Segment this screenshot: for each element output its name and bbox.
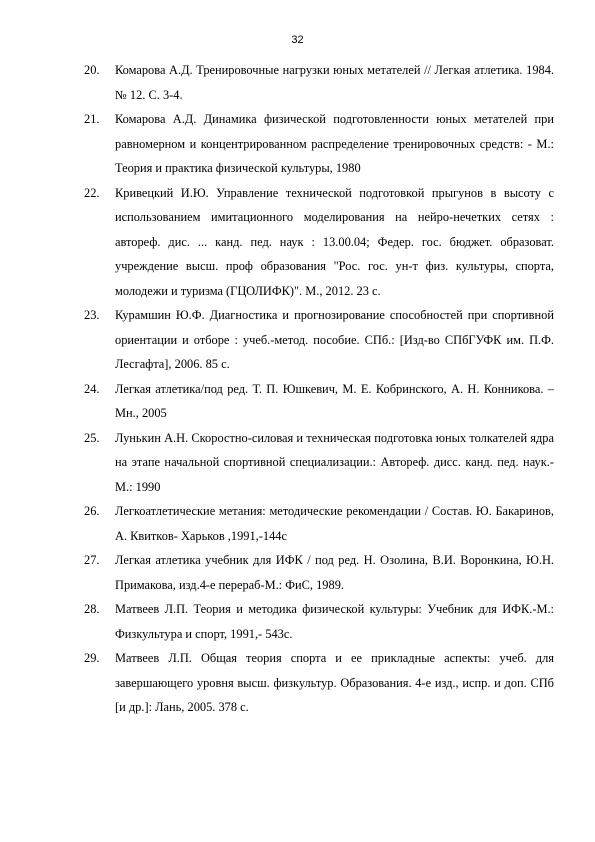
reference-item — [84, 426, 554, 500]
reference-item — [84, 58, 554, 107]
reference-text: Кривецкий И.Ю. Управление технической подготовкой прыгунов в высоту с использованием имитационного моделирования на нейро-нечетких сетях : автореф. дис. ... канд. пед. наук : 13.00.04; Федер. гос. бюджет. образоват. учреждение высш. проф образования "Рос. гос. ун-т физ. культуры, спорта, молодежи и туризма (ГЦОЛИФК)". М., 2012. 23 с. — [115, 185, 554, 298]
reference-item — [84, 548, 554, 597]
reference-list — [84, 58, 554, 720]
reference-number: 20. — [84, 63, 100, 77]
page-number: 32 — [291, 34, 304, 46]
reference-number: 28. — [84, 602, 100, 616]
reference-item — [84, 499, 554, 548]
reference-text: Комарова А.Д. Тренировочные нагрузки юных метателей // Легкая атлетика. 1984. № 12. С. 3-4. — [115, 63, 554, 102]
reference-text: Матвеев Л.П. Общая теория спорта и ее прикладные аспекты: учеб. для завершающего уровня высш. физкультур. Образования. 4-е изд., испр. и доп. СПб [и др.]: Лань, 2005. 378 с. — [115, 651, 554, 714]
reference-text: Легкая атлетика учебник для ИФК / под ред. Н. Озолина, В.И. Воронкина, Ю.Н. Примакова, изд.4-е перераб-М.: ФиС, 1989. — [115, 553, 554, 592]
reference-number: 26. — [84, 504, 100, 518]
reference-number: 29. — [84, 651, 100, 665]
reference-item — [84, 181, 554, 304]
reference-text: Легкоатлетические метания: методические рекомендации / Состав. Ю. Бакаринов, А. Квитков- Харьков ,1991,-144с — [115, 504, 554, 543]
reference-number: 23. — [84, 308, 100, 322]
reference-item — [84, 646, 554, 720]
reference-number: 21. — [84, 112, 100, 126]
reference-number: 22. — [84, 185, 100, 200]
reference-item — [84, 303, 554, 377]
reference-number: 24. — [84, 381, 100, 396]
reference-item — [84, 377, 554, 426]
reference-text: Матвеев Л.П. Теория и методика физической культуры: Учебник для ИФК.-М.: Физкультура и спорт, 1991,- 543с. — [115, 602, 554, 641]
reference-text: Комарова А.Д. Динамика физической подготовленности юных метателей при равномерном и концентрированном распределение тренировочных средств: - М.: Теория и практика физической культуры, 1980 — [115, 112, 554, 175]
reference-item — [84, 107, 554, 181]
reference-number: 27. — [84, 553, 100, 567]
reference-text: Легкая атлетика/под ред. Т. П. Юшкевич, М. Е. Кобринского, А. Н. Конникова. – Мн., 2005 — [115, 381, 554, 420]
reference-text: Лунькин А.Н. Скоростно-силовая и техническая подготовка юных толкателей ядра на этапе начальной спортивной специализации.: Автореф. дисс. канд. пед. наук.- М.: 1990 — [115, 430, 554, 494]
reference-number: 25. — [84, 430, 100, 445]
reference-text: Курамшин Ю.Ф. Диагностика и прогнозирование способностей при спортивной ориентации и отборе : учеб.-метод. пособие. СПб.: [Изд-во СПбГУФК им. П.Ф. Лесгафта], 2006. 85 с. — [115, 308, 554, 371]
reference-item — [84, 597, 554, 646]
